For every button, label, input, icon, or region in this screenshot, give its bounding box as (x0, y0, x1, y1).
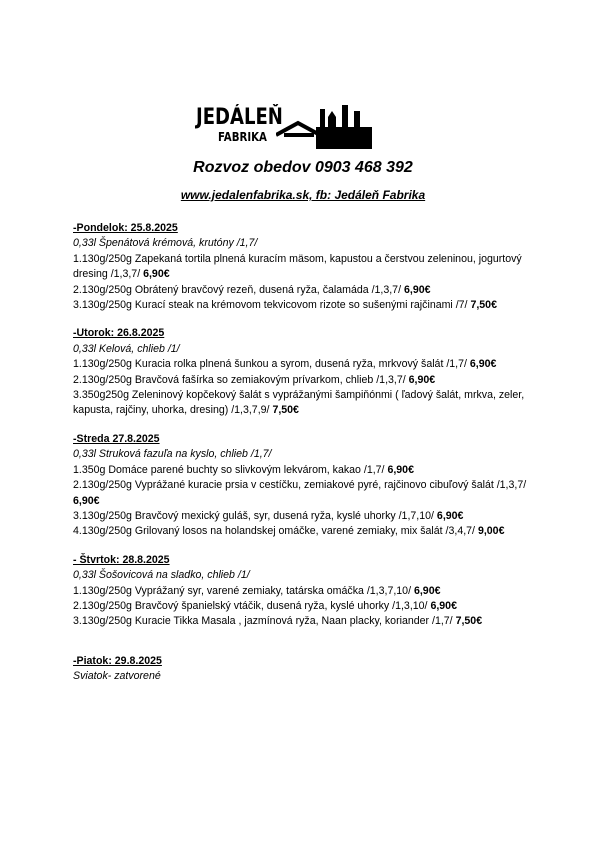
logo (196, 97, 406, 157)
dish (73, 388, 543, 419)
dish-text: 1.130g/250g Vyprážaný syr, varené zemiaky, tatárska omáčka /1,3,7,10/ (73, 584, 412, 597)
dish (73, 584, 543, 599)
dish (73, 599, 543, 614)
web-line: www.jedalenfabrika.sk, fb: Jedáleň Fabrika (180, 188, 426, 202)
dish (73, 252, 543, 283)
dish-price: 6,90€ (469, 358, 497, 371)
dish-text: 2.130g/250g Vyprážané kuracie prsia v cestíčku, zemiakové pyré, rajčinovo cibuľový šalát /1,3,7/ (73, 479, 527, 492)
dish-text: 3.350g250g Zeleninový kopčekový šalát s vyprážanými šampiňónmi ( ľadový šalát, mrkva, zeler, kapusta, rajčiny, uhorka, dresing) /1,3,7,9/ (73, 389, 525, 417)
weekly-menu (73, 221, 543, 698)
dish-price: 6,90€ (387, 463, 414, 476)
dish (73, 524, 543, 539)
day-title: -Piatok: 29.8.2025 (73, 654, 162, 667)
dish-price: 6,90€ (430, 599, 457, 612)
dish-price: 6,90€ (408, 373, 436, 386)
dish (73, 283, 543, 298)
dish-text: 1.130g/250g Kuracia rolka plnená šunkou a syrom, dusená ryža, mrkvový šalát /1,7/ (73, 358, 467, 371)
closed-note: Sviatok- zatvorené (73, 670, 161, 683)
day-wednesday (73, 432, 543, 540)
day-friday (73, 654, 543, 685)
soup: 0,33l Struková fazuľa na kyslo, chlieb /1,7/ (73, 448, 272, 461)
dish-price: 6,90€ (143, 268, 170, 281)
dish (73, 298, 543, 313)
dish (73, 357, 543, 372)
soup: 0,33l Šošovicová na sladko, chlieb /1/ (73, 569, 250, 582)
day-tuesday (73, 326, 543, 418)
soup: 0,33l Kelová, chlieb /1/ (73, 342, 180, 355)
dish-price: 7,50€ (470, 299, 497, 312)
phone-line: Rozvoz obedov 0903 468 392 (193, 159, 413, 176)
dish (73, 509, 543, 524)
dish-price: 9,00€ (477, 525, 505, 538)
dish-price: 6,90€ (73, 494, 100, 507)
dish (73, 478, 543, 509)
soup: 0,33l Špenátová krémová, krutóny /1,7/ (73, 237, 258, 250)
dish-text: 3.130g/250g Kuracie Tikka Masala , jazmínová ryža, Naan placky, koriander /1,7/ (73, 615, 453, 628)
dish-price: 6,90€ (403, 283, 431, 296)
day-thursday (73, 553, 543, 630)
dish (73, 373, 543, 388)
day-title: - Štvrtok: 28.8.2025 (73, 553, 170, 566)
logo-name: JEDÁLEŇ (196, 105, 283, 130)
dish-price: 7,50€ (455, 615, 483, 628)
day-monday (73, 221, 543, 313)
factory-icon (276, 97, 372, 149)
logo-sub: FABRIKA (218, 130, 267, 144)
dish-text: 2.130g/250g Obrátený bravčový rezeň, dusená ryža, čalamáda /1,3,7/ (73, 283, 402, 296)
dish-price: 6,90€ (413, 584, 441, 597)
day-title: -Utorok: 26.8.2025 (73, 327, 165, 340)
day-title: -Pondelok: 25.8.2025 (73, 222, 178, 234)
dish-text: 1.350g Domáce parené buchty so slivkovým lekvárom, kakao /1,7/ (73, 463, 385, 476)
dish-price: 6,90€ (436, 509, 464, 522)
dish (73, 463, 543, 478)
dish-text: 3.130g/250g Bravčový mexický guláš, syr, dusená ryža, kyslé uhorky /1,7,10/ (73, 509, 434, 522)
day-title: -Streda 27.8.2025 (73, 432, 160, 445)
dish (73, 614, 543, 629)
dish-text: 2.130g/250g Bravčový španielský vtáčik, dusená ryža, kyslé uhorky /1,3,10/ (73, 599, 428, 612)
dish-text: 1.130g/250g Zapekaná tortila plnená kuracím mäsom, kapustou a čerstvou zeleninou, jogurtový dresing /1,3,7/ (73, 252, 522, 281)
dish-text: 2.130g/250g Bravčová fašírka so zemiakovým prívarkom, chlieb /1,3,7/ (73, 373, 406, 386)
dish-text: 4.130g/250g Grilovaný losos na holandskej omáčke, varené zemiaky, mix šalát /3,4,7/ (73, 525, 475, 538)
dish-text: 3.130g/250g Kurací steak na krémovom tekvicovom rizote so sušenými rajčinami /7/ (73, 299, 468, 312)
dish-price: 7,50€ (272, 404, 299, 417)
